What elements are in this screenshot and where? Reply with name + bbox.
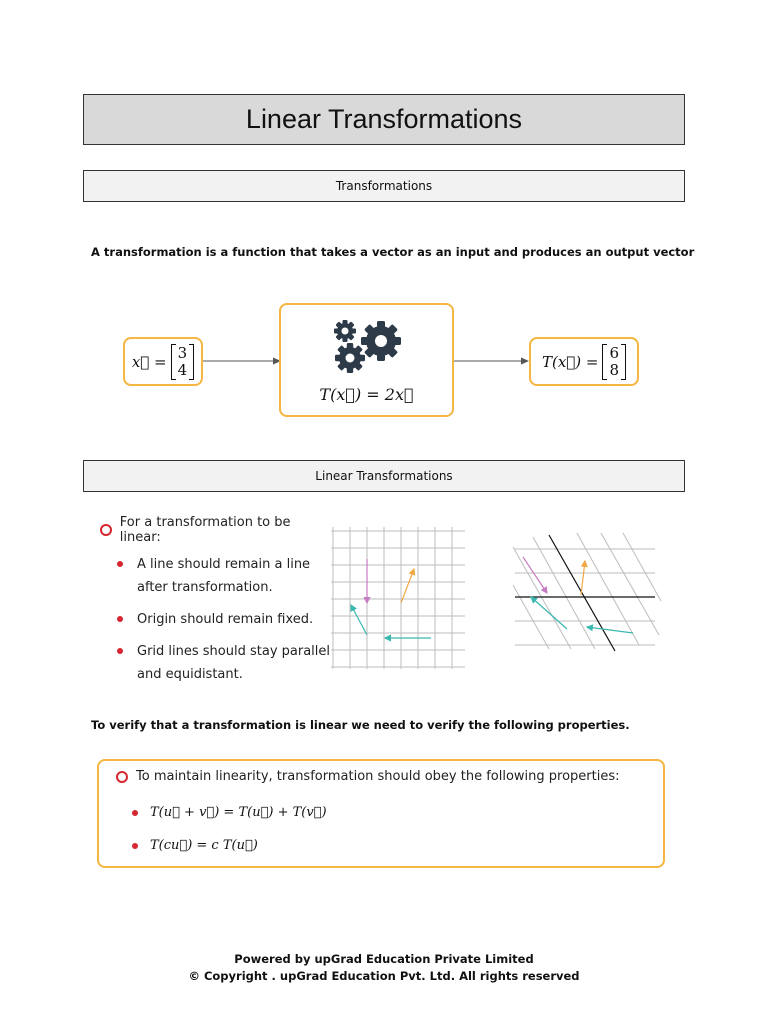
properties-lead	[116, 769, 620, 784]
transformed-grid-illustration	[505, 527, 665, 657]
transformation-diagram	[0, 300, 768, 420]
input-value-2: 4	[177, 360, 188, 379]
property-item	[132, 805, 327, 820]
original-grid-illustration	[327, 523, 467, 669]
bullet-dot-icon	[132, 810, 138, 816]
input-vector-box	[123, 337, 203, 386]
section-heading-linear-transformations: Linear Transformations	[83, 460, 685, 492]
input-vector-label: x⃗ =	[131, 352, 167, 371]
gears-icon	[329, 317, 409, 377]
properties-box	[97, 759, 665, 868]
ring-bullet-icon	[100, 524, 112, 536]
footer-copyright: © Copyright . upGrad Education Pvt. Ltd. All rights reserved	[188, 969, 580, 983]
output-value-2: 8	[609, 360, 620, 379]
bullet-dot-icon	[117, 648, 123, 654]
bullet-dot-icon	[117, 561, 123, 567]
input-value-1: 3	[177, 343, 188, 362]
bullet-dot-icon	[132, 843, 138, 849]
function-label: T(x⃗) = 2x⃗	[319, 385, 414, 404]
condition-2-line-1: Origin should remain fixed.	[137, 612, 314, 627]
output-matrix	[602, 344, 626, 380]
verify-text: To verify that a transformation is linear we need to verify the following properties.	[91, 718, 630, 732]
condition-1-line-1: A line should remain a line	[137, 557, 311, 572]
page-title: Linear Transformations	[83, 94, 685, 145]
ring-bullet-icon	[116, 771, 128, 783]
conditions-lead	[100, 515, 330, 545]
bullet-dot-icon	[117, 616, 123, 622]
property-homogeneity: T(cu⃗) = c T(u⃗)	[150, 838, 258, 853]
conditions-lead-text: For a transformation to be linear:	[119, 515, 291, 545]
section-heading-transformations: Transformations	[83, 170, 685, 202]
input-matrix	[171, 344, 195, 380]
property-item	[132, 838, 258, 853]
output-vector-box	[529, 337, 639, 386]
property-additivity: T(u⃗ + v⃗) = T(u⃗) + T(v⃗)	[150, 805, 327, 820]
condition-1-line-2: after transformation.	[137, 580, 273, 595]
output-vector-label: T(x⃗) =	[541, 352, 599, 371]
condition-3-line-2: and equidistant.	[137, 667, 243, 682]
properties-lead-text: To maintain linearity, transformation should obey the following properties:	[136, 769, 620, 784]
output-value-1: 6	[609, 343, 620, 362]
condition-item	[100, 640, 330, 686]
footer-powered-by: Powered by upGrad Education Private Limited	[234, 952, 534, 966]
linearity-conditions	[100, 515, 331, 686]
condition-item	[100, 608, 330, 631]
intro-text: A transformation is a function that takes a vector as an input and produces an output vector	[91, 245, 695, 259]
condition-item	[100, 553, 330, 599]
condition-3-line-1: Grid lines should stay parallel	[137, 644, 331, 659]
function-box	[279, 303, 454, 417]
